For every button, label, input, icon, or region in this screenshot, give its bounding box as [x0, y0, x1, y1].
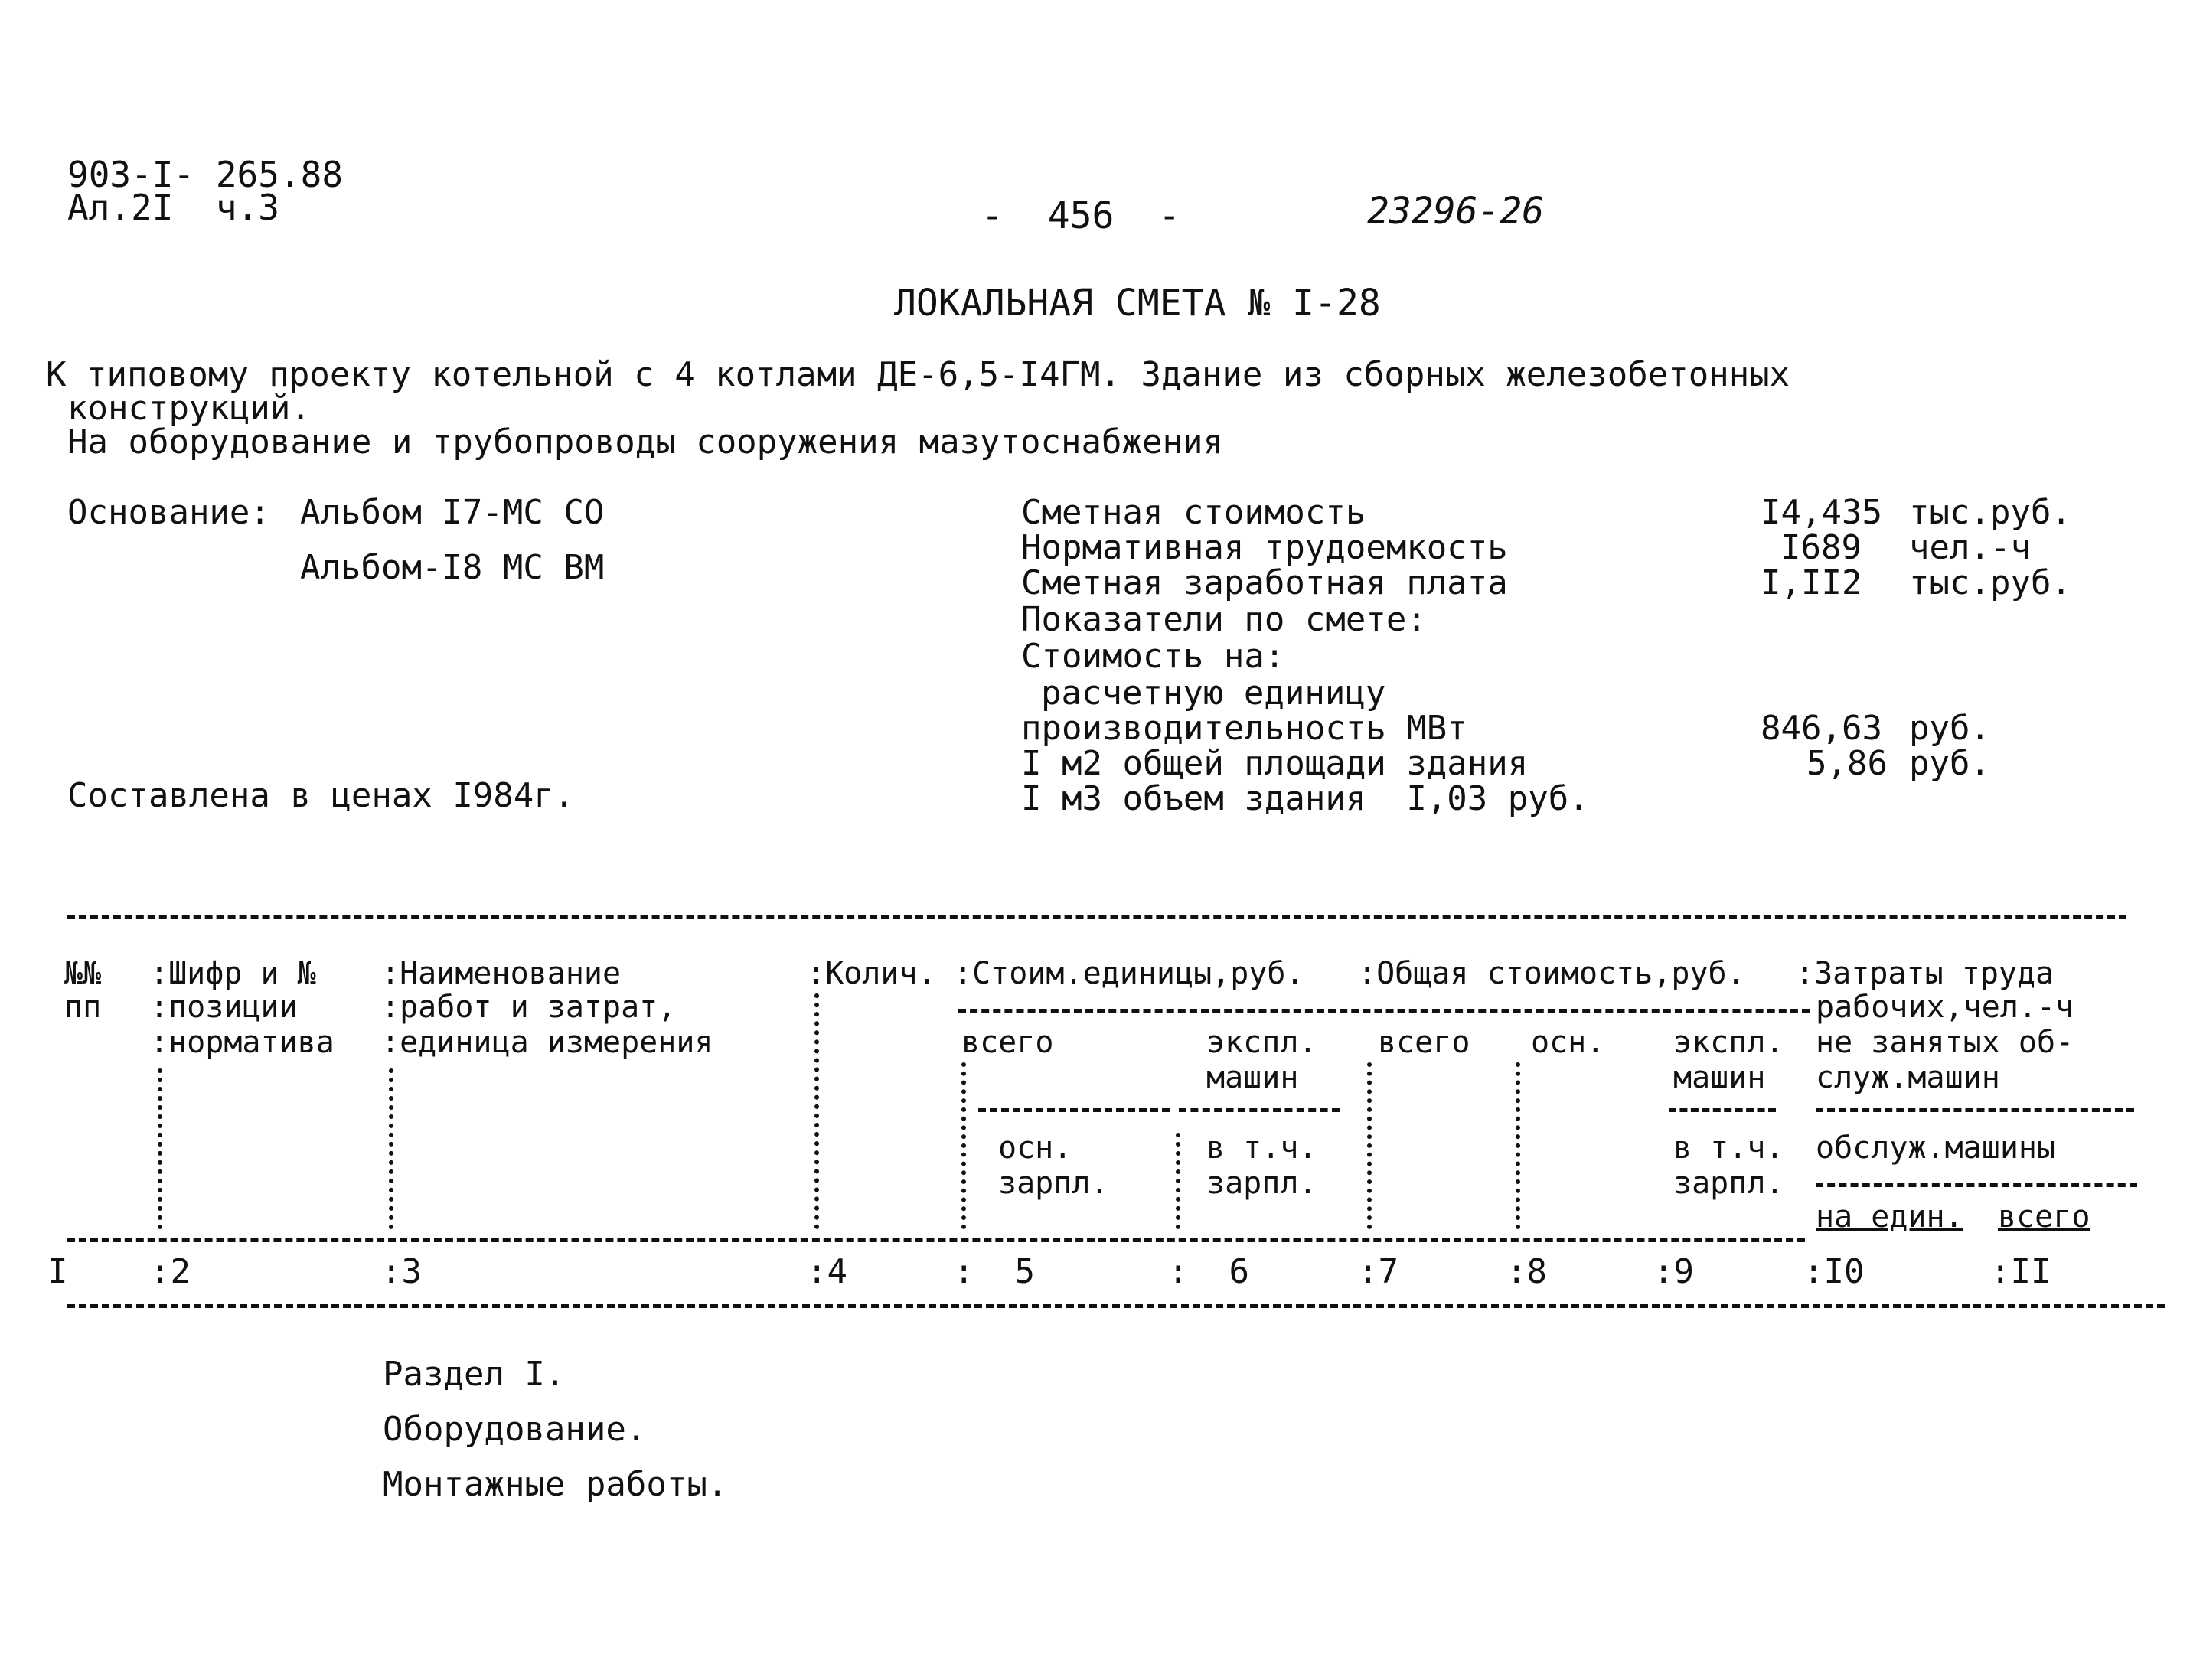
col9-header-line-2: машин — [1673, 1060, 1766, 1095]
col9-sub-rule — [1669, 1108, 1776, 1112]
cost-group-rule — [958, 1009, 1810, 1013]
col1-header-line-2: пп — [64, 990, 102, 1025]
area-value: 5,86 — [1806, 744, 1888, 783]
section-title: Раздел I. — [383, 1355, 566, 1394]
col1-header-line-1: №№ — [64, 956, 102, 991]
col-number-7: :7 — [1358, 1252, 1398, 1291]
document-number: 23296-26 — [1367, 190, 1545, 233]
estimated-cost-value: I4,435 — [1761, 493, 1882, 532]
project-line-2: конструкций. — [67, 389, 311, 428]
col6-header-line-1: экспл. — [1206, 1025, 1317, 1060]
labor-group-header-line-3: не занятых об- — [1816, 1025, 2074, 1060]
capacity-value: 846,63 — [1761, 709, 1882, 748]
col-number-2: :2 — [150, 1252, 191, 1291]
col-number-11: :II — [1990, 1252, 2051, 1291]
capacity-unit: руб. — [1909, 709, 1990, 748]
price-basis: Составлена в ценах I984г. — [67, 776, 575, 815]
labor-value: I689 — [1780, 528, 1862, 567]
unit-label: расчетную единицу — [1041, 674, 1386, 713]
volume-label: I м3 объем здания I,03 руб. — [1021, 779, 1589, 818]
col4-header: :Колич. — [807, 956, 936, 991]
col2-header-line-3: :норматива — [150, 1025, 335, 1060]
labor-group-header-line-2: рабочих,чел.-ч — [1816, 990, 2074, 1025]
area-label: I м2 общей площади здания — [1021, 744, 1529, 783]
wage-unit: тыс.руб. — [1909, 563, 2071, 602]
basis-album-2: Альбом-I8 МС ВМ — [300, 548, 605, 587]
col-separator-6 — [1176, 1133, 1180, 1229]
col6-header-line-2: машин — [1206, 1060, 1299, 1095]
col-separator-3 — [389, 1068, 393, 1229]
project-line-3: На оборудование и трубопроводы сооружения мазутоснабжения — [67, 422, 1223, 462]
col5-sub-line-2: зарпл. — [998, 1166, 1109, 1201]
col-number-4: :4 — [807, 1252, 847, 1291]
labor-group-header-line-1: :Затраты труда — [1796, 956, 2055, 991]
estimated-cost-label: Сметная стоимость — [1021, 493, 1366, 532]
col3-header-line-1: :Наименование — [381, 956, 622, 991]
col3-header-line-2: :работ и затрат, — [381, 990, 677, 1025]
col9-header-line-1: экспл. — [1673, 1025, 1784, 1060]
col9-sub-line-2: зарпл. — [1673, 1166, 1784, 1201]
wage-label: Сметная заработная плата — [1021, 563, 1508, 602]
col10-per-unit-header: на един. — [1816, 1199, 1963, 1235]
labor-unit: чел.-ч — [1909, 528, 2031, 567]
col-separator-8 — [1516, 1062, 1520, 1229]
col3-header-line-3: :единица измерения — [381, 1025, 713, 1060]
col5-header: всего — [961, 1025, 1054, 1060]
col10-sub-rule — [1816, 1108, 2134, 1112]
wage-value: I,II2 — [1761, 563, 1862, 602]
col-separator-4 — [814, 993, 819, 1229]
col8-header: осн. — [1531, 1025, 1605, 1060]
col-number-3: :3 — [381, 1252, 422, 1291]
col2-header-line-2: :позиции — [150, 990, 298, 1025]
col2-header-line-1: :Шифр и № — [150, 956, 316, 991]
col11-total-header: всего — [1998, 1199, 2090, 1235]
basis-label: Основание: — [67, 493, 270, 532]
col9-sub-line-1: в т.ч. — [1673, 1130, 1784, 1166]
section-work-type: Монтажные работы. — [383, 1465, 728, 1504]
col-number-6: : 6 — [1168, 1252, 1249, 1291]
col-separator-2 — [158, 1068, 162, 1229]
indicators-label: Показатели по смете: — [1021, 600, 1427, 639]
labor-label: Нормативная трудоемкость — [1021, 528, 1508, 567]
capacity-label: производительность МВт — [1021, 709, 1467, 748]
col5-sub-rule — [978, 1108, 1170, 1112]
col6-sub-line-1: в т.ч. — [1206, 1130, 1317, 1166]
total-cost-group-header: :Общая стоимость,руб. — [1358, 956, 1745, 991]
table-header-end-rule — [67, 1304, 2165, 1308]
col-number-8: :8 — [1506, 1252, 1547, 1291]
labor-group-header-line-4: служ.машин — [1816, 1060, 2000, 1095]
col-separator-7 — [1367, 1062, 1372, 1229]
col7-header: всего — [1378, 1025, 1470, 1060]
col10-sub-header: обслуж.машины — [1816, 1130, 2056, 1166]
col-number-5: : 5 — [954, 1252, 1035, 1291]
col-separator-5 — [961, 1062, 966, 1229]
document-code: 903-I- 265.88 — [67, 154, 344, 195]
area-unit: руб. — [1909, 744, 1990, 783]
col5-sub-line-1: осн. — [998, 1130, 1072, 1166]
estimated-cost-unit: тыс.руб. — [1909, 493, 2071, 532]
col6-sub-rule — [1179, 1108, 1340, 1112]
album-part: Ал.2I ч.3 — [67, 187, 279, 228]
col6-sub-line-2: зарпл. — [1206, 1166, 1317, 1201]
cost-per-label: Стоимость на: — [1021, 637, 1285, 676]
project-line-1: К типовому проекту котельной с 4 котлами ДЕ-6,5-I4ГМ. Здание из сборных железобетонных — [46, 355, 1790, 394]
col10-unit-rule — [1816, 1183, 2137, 1187]
section-subtitle: Оборудование. — [383, 1410, 647, 1449]
table-top-rule — [67, 915, 2126, 919]
col-number-1: I — [47, 1252, 68, 1291]
header-bottom-rule — [67, 1238, 1805, 1242]
basis-album-1: Альбом I7-МС СО — [300, 493, 605, 532]
unit-cost-group-header: :Стоим.единицы,руб. — [954, 956, 1304, 991]
page-number: - 456 - — [981, 194, 1181, 237]
col-number-9: :9 — [1653, 1252, 1694, 1291]
col-number-10: :I0 — [1803, 1252, 1865, 1291]
page-title: ЛОКАЛЬНАЯ СМЕТА № I-28 — [894, 282, 1381, 325]
